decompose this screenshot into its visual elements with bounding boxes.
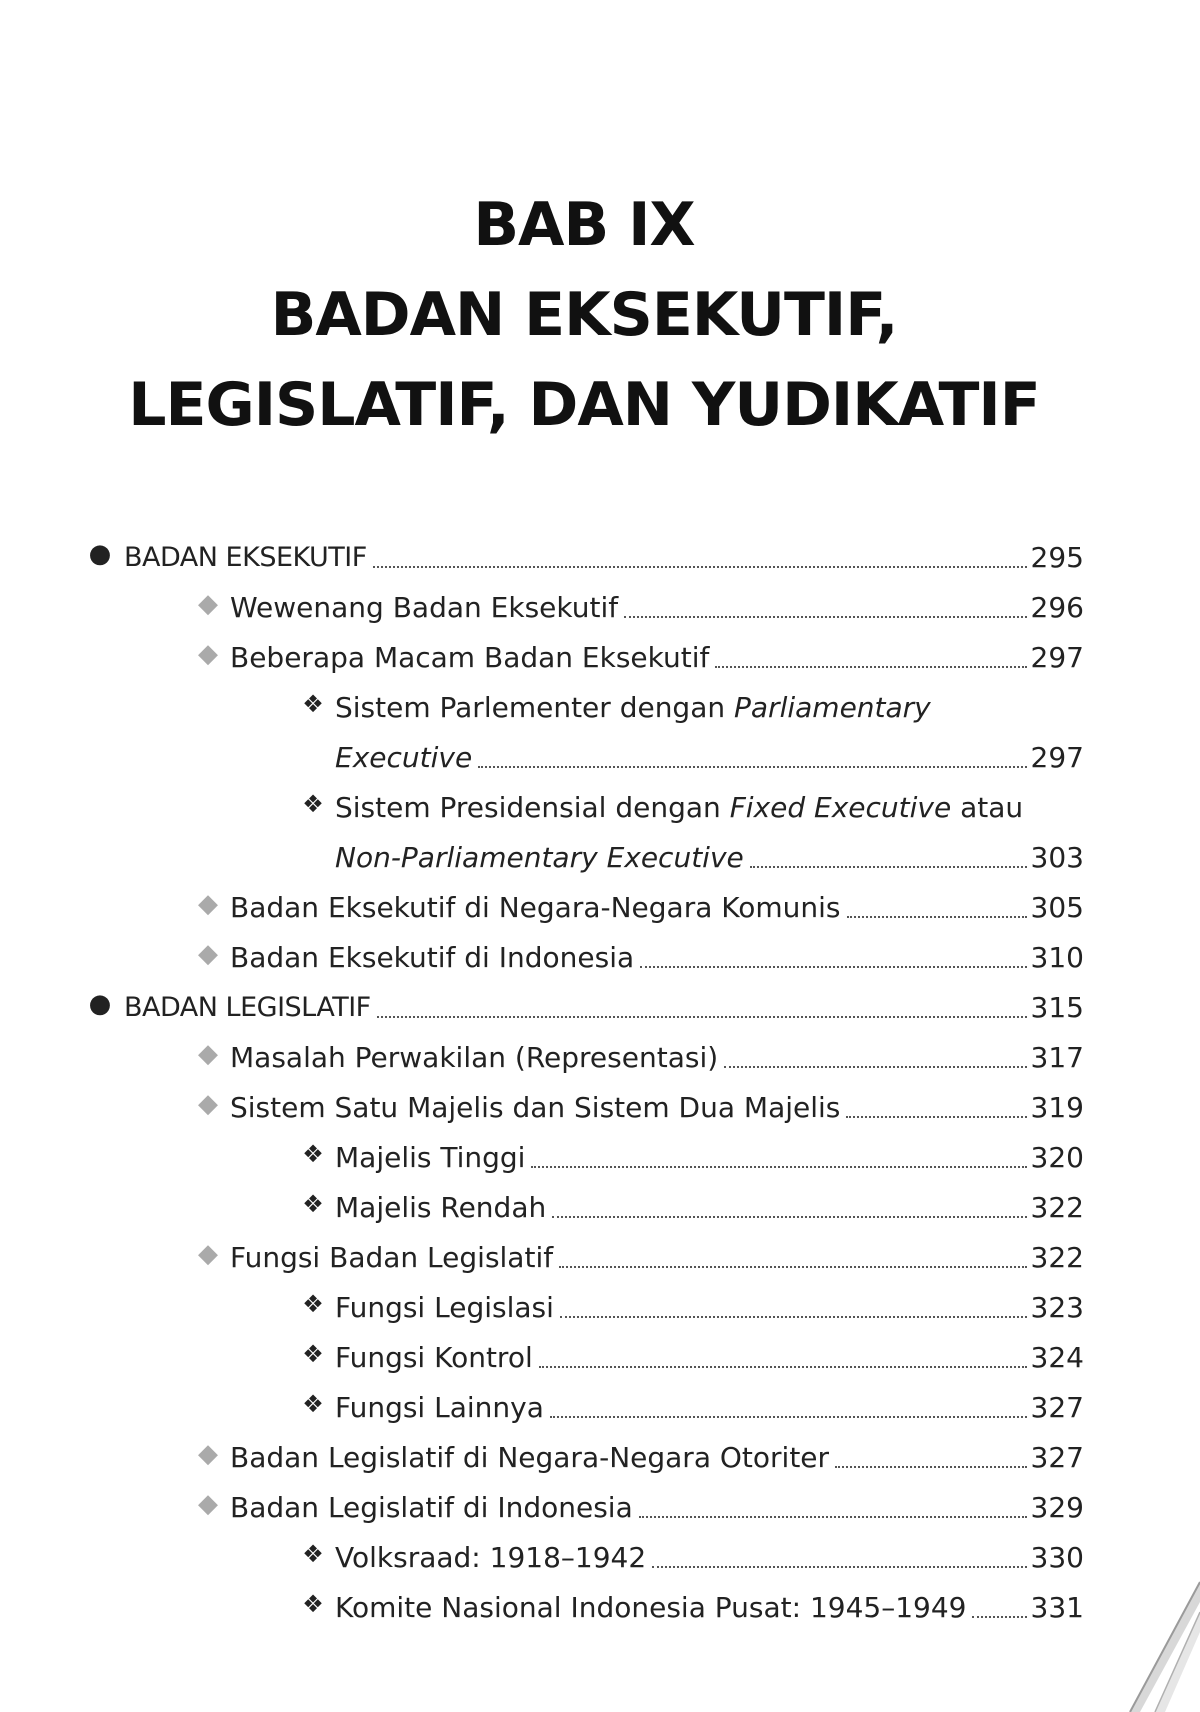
toc-entry-text: Majelis Tinggi: [335, 1141, 526, 1174]
toc-entry-title: [230, 638, 709, 678]
dot-leader: [847, 916, 1027, 918]
toc-page-number: 322: [1030, 1191, 1084, 1224]
toc-entry[interactable]: [198, 878, 1084, 928]
toc-entry[interactable]: [198, 1228, 1084, 1278]
toc-entry-title: [124, 538, 367, 578]
toc-page-number: 310: [1030, 941, 1084, 974]
bullet-fleuron-icon: ❖: [302, 1590, 324, 1618]
toc-entry[interactable]: [302, 1128, 1084, 1178]
toc-entry-title: [335, 1588, 966, 1628]
dot-leader: [539, 1366, 1027, 1368]
toc-entry-text: Wewenang Badan Eksekutif: [230, 591, 619, 624]
dot-leader: [552, 1216, 1026, 1218]
bullet-diamond-icon: ◆: [198, 1039, 218, 1069]
toc-page-number: 317: [1030, 1041, 1084, 1074]
toc-entry-title: [335, 1538, 646, 1578]
bullet-diamond-icon: ◆: [198, 939, 218, 969]
toc-entry[interactable]: [88, 528, 1084, 578]
toc-entry-title: [230, 588, 618, 628]
toc-entry-text: Masalah Perwakilan (Representasi): [230, 1041, 719, 1074]
toc-page-number: 297: [1030, 741, 1084, 774]
toc-page-number: 322: [1030, 1241, 1084, 1274]
toc-entry-text: Volksraad: 1918–1942: [335, 1541, 647, 1574]
dot-leader: [377, 1016, 1027, 1018]
bullet-diamond-icon: ◆: [198, 1439, 218, 1469]
toc-entry-title: [230, 1088, 840, 1128]
toc-page-number: 295: [1030, 541, 1084, 574]
toc-page-number: 327: [1030, 1391, 1084, 1424]
toc-entry-italic-text: Fixed Executive: [729, 791, 952, 824]
toc-entry-text: BADAN EKSEKUTIF: [124, 542, 367, 573]
toc-entry-text: Badan Legislatif di Indonesia: [230, 1491, 633, 1524]
dot-leader: [639, 1516, 1027, 1518]
dot-leader: [624, 616, 1026, 618]
toc-page-number: 327: [1030, 1441, 1084, 1474]
toc-page-number: 319: [1030, 1091, 1084, 1124]
dot-leader: [750, 866, 1027, 868]
toc-entry-title: [230, 1238, 553, 1278]
dot-leader: [373, 566, 1027, 568]
dot-leader: [724, 1066, 1026, 1068]
toc-entry-title: [230, 1038, 718, 1078]
dot-leader: [560, 1316, 1027, 1318]
bullet-fleuron-icon: ❖: [302, 1190, 324, 1218]
toc-entry-text: Komite Nasional Indonesia Pusat: 1945–1949: [335, 1591, 967, 1624]
toc-entry-title: [230, 888, 841, 928]
toc-entry[interactable]: [335, 828, 1084, 878]
toc-entry[interactable]: [198, 1478, 1084, 1528]
dot-leader: [550, 1416, 1027, 1418]
toc-entry[interactable]: [335, 728, 1084, 778]
toc-entry-text: Badan Eksekutif di Indonesia: [230, 941, 635, 974]
toc-entry-italic-text: Executive: [335, 741, 473, 774]
toc-entry-title: [335, 838, 744, 878]
bullet-fleuron-icon: ❖: [302, 790, 324, 818]
toc-entry-text: Sistem Presidensial dengan: [335, 791, 730, 824]
chapter-title-line-2: LEGISLATIF, DAN YUDIKATIF: [128, 370, 1040, 440]
toc-entry-text: Sistem Parlementer dengan: [335, 691, 735, 724]
toc-entry-title: [230, 1488, 633, 1528]
dot-leader: [640, 966, 1026, 968]
toc-entry-text-suffix: atau: [951, 791, 1024, 824]
bullet-fleuron-icon: ❖: [302, 690, 324, 718]
toc-entry-text: Fungsi Kontrol: [335, 1341, 533, 1374]
dot-leader: [715, 666, 1026, 668]
bullet-fleuron-icon: ❖: [302, 1290, 324, 1318]
toc-entry-text: BADAN LEGISLATIF: [124, 992, 371, 1023]
toc-page-number: 315: [1030, 991, 1084, 1024]
toc-page-number: 323: [1030, 1291, 1084, 1324]
bullet-dot-icon: ●: [88, 539, 112, 569]
toc-page-number: 329: [1030, 1491, 1084, 1524]
toc-entry[interactable]: [302, 1528, 1084, 1578]
dot-leader: [652, 1566, 1026, 1568]
chapter-title-line-1: BADAN EKSEKUTIF,: [270, 280, 898, 350]
toc-entry[interactable]: [302, 1378, 1084, 1428]
toc-entry[interactable]: [198, 928, 1084, 978]
toc-entry[interactable]: [198, 1428, 1084, 1478]
bullet-fleuron-icon: ❖: [302, 1390, 324, 1418]
toc-entry[interactable]: [302, 1178, 1084, 1228]
toc-entry[interactable]: [88, 978, 1084, 1028]
toc-entry-text: Sistem Satu Majelis dan Sistem Dua Majelis: [230, 1091, 841, 1124]
bullet-diamond-icon: ◆: [198, 589, 218, 619]
toc-entry-title: [335, 1288, 554, 1328]
toc-page-number: 330: [1030, 1541, 1084, 1574]
dot-leader: [846, 1116, 1026, 1118]
toc-entry[interactable]: [302, 778, 1084, 828]
toc-entry-title: [230, 938, 634, 978]
dot-leader: [478, 766, 1026, 768]
toc-entry-text: Badan Eksekutif di Negara-Negara Komunis: [230, 891, 841, 924]
toc-entry[interactable]: [302, 1328, 1084, 1378]
dot-leader: [972, 1616, 1026, 1618]
toc-entry-title: [335, 1138, 525, 1178]
toc-entry-title: [335, 1188, 546, 1228]
toc-entry-title: [124, 988, 371, 1028]
bullet-diamond-icon: ◆: [198, 1089, 218, 1119]
toc-entry-text: Fungsi Lainnya: [335, 1391, 544, 1424]
dot-leader: [531, 1166, 1026, 1168]
toc-entry-title: [335, 1338, 533, 1378]
toc-entry-title: [230, 1438, 829, 1478]
toc-entry[interactable]: [198, 578, 1084, 628]
toc-page-number: 305: [1030, 891, 1084, 924]
toc-page-number: 331: [1030, 1591, 1084, 1624]
bullet-diamond-icon: ◆: [198, 889, 218, 919]
chapter-number: BAB IX: [473, 190, 695, 260]
toc-entry[interactable]: [198, 628, 1084, 678]
toc-entry[interactable]: [198, 1078, 1084, 1128]
bullet-diamond-icon: ◆: [198, 1489, 218, 1519]
toc-entry-text: Badan Legislatif di Negara-Negara Otoriter: [230, 1441, 830, 1474]
toc-entry-title: [335, 1388, 544, 1428]
toc-entry-title: [335, 688, 931, 728]
toc-entry-italic-text: Non-Parliamentary Executive: [335, 841, 744, 874]
bullet-fleuron-icon: ❖: [302, 1340, 324, 1368]
bullet-fleuron-icon: ❖: [302, 1540, 324, 1568]
page-curl-decoration: [1110, 1572, 1200, 1712]
toc-entry[interactable]: [302, 678, 1084, 728]
toc-entry-italic-text: Parliamentary: [734, 691, 931, 724]
bullet-fleuron-icon: ❖: [302, 1140, 324, 1168]
toc-page-number: 296: [1030, 591, 1084, 624]
toc-entry-title: [335, 788, 1023, 828]
toc-entry-title: [335, 738, 472, 778]
toc-entry[interactable]: [198, 1028, 1084, 1078]
toc-entry[interactable]: [302, 1578, 1084, 1628]
toc-page-number: 303: [1030, 841, 1084, 874]
bullet-diamond-icon: ◆: [198, 639, 218, 669]
dot-leader: [835, 1466, 1027, 1468]
toc-page-number: 297: [1030, 641, 1084, 674]
bullet-dot-icon: ●: [88, 989, 112, 1019]
toc-entry-text: Majelis Rendah: [335, 1191, 547, 1224]
toc-page-number: 324: [1030, 1341, 1084, 1374]
dot-leader: [559, 1266, 1026, 1268]
toc-entry-text: Fungsi Legislasi: [335, 1291, 554, 1324]
toc-entry-text: Beberapa Macam Badan Eksekutif: [230, 641, 710, 674]
toc-entry[interactable]: [302, 1278, 1084, 1328]
toc-entry-text: Fungsi Badan Legislatif: [230, 1241, 554, 1274]
toc-page-number: 320: [1030, 1141, 1084, 1174]
bullet-diamond-icon: ◆: [198, 1239, 218, 1269]
